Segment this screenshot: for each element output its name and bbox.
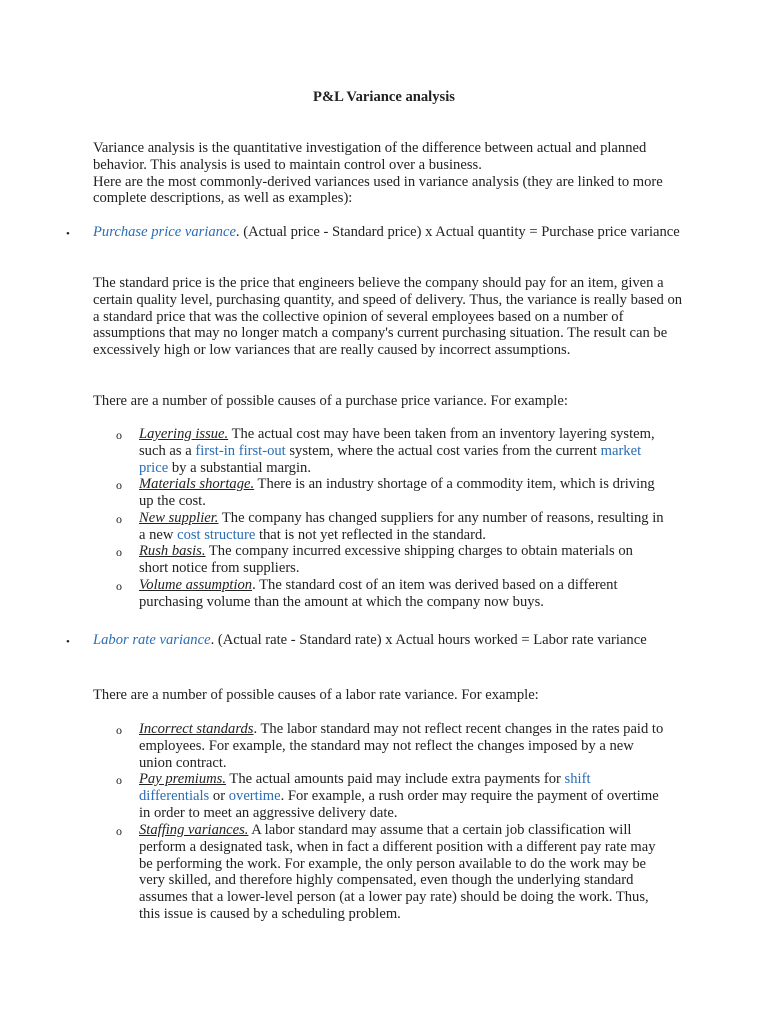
labor-variance-heading bbox=[93, 632, 683, 649]
cause-text: that is not yet reflected in the standard. bbox=[255, 526, 486, 543]
page-title: P&L Variance analysis bbox=[313, 89, 455, 105]
cause-staffing-variances bbox=[139, 822, 664, 923]
overtime-link[interactable]: overtime bbox=[228, 787, 281, 804]
purchase-causes-intro: There are a number of possible causes of a purchase price variance. For example: bbox=[93, 393, 568, 409]
cause-text: system, where the actual cost varies from the current bbox=[285, 442, 601, 459]
purchase-formula: . (Actual price - Standard price) x Actual quantity = Purchase price variance bbox=[235, 224, 680, 240]
cause-term: New supplier. bbox=[139, 510, 219, 526]
labor-rate-variance-link[interactable]: Labor rate variance bbox=[93, 632, 211, 648]
cause-materials-shortage bbox=[139, 476, 664, 510]
sub-bullet-icon: o bbox=[116, 545, 122, 559]
purchase-variance-heading bbox=[93, 224, 683, 241]
market-price-link[interactable]: market price bbox=[139, 442, 642, 476]
cause-text: . The labor standard may not reflect recent changes in the rates paid to employees. For example, the standard may not reflect the changes imposed by a new union contract. bbox=[139, 721, 664, 771]
labor-formula: . (Actual rate - Standard rate) x Actual hours worked = Labor rate variance bbox=[210, 632, 647, 648]
sub-bullet-icon: o bbox=[116, 824, 122, 838]
standard-price-paragraph: The standard price is the price that engineers believe the company should pay for an item, given a certain quality level, purchasing quantity, and speed of delivery. Thus, the variance is really based on a standard price that was the collective opinion of several employees based on a number of assumptions that may no longer match a company's current purchasing situation. The result can be excessively high or low variances that are really caused by incorrect assumptions. bbox=[93, 275, 683, 359]
first-in-first-out-link[interactable]: first-in first-out bbox=[195, 442, 286, 459]
cause-term: Pay premiums. bbox=[139, 771, 227, 787]
cause-text: by a substantial margin. bbox=[168, 459, 311, 476]
cause-term: Rush basis. bbox=[139, 543, 206, 559]
cause-text: The company incurred excessive shipping charges to obtain materials on short notice from suppliers. bbox=[139, 543, 633, 576]
cause-text: . For example, a rush order may require the payment of overtime in order to meet an aggressive delivery date. bbox=[139, 787, 659, 821]
cause-term: Incorrect standards bbox=[139, 721, 254, 737]
bullet-icon: • bbox=[66, 228, 70, 240]
sub-bullet-icon: o bbox=[116, 478, 122, 492]
cause-term: Volume assumption bbox=[139, 577, 253, 593]
cause-text: or bbox=[209, 787, 229, 804]
cause-term: Staffing variances. bbox=[139, 822, 249, 838]
cause-text: There is an industry shortage of a commodity item, which is driving up the cost. bbox=[139, 476, 655, 509]
cause-volume-assumption bbox=[139, 577, 664, 611]
cause-term: Layering issue. bbox=[139, 426, 229, 442]
labor-causes-intro: There are a number of possible causes of a labor rate variance. For example: bbox=[93, 687, 539, 703]
sub-bullet-icon: o bbox=[116, 428, 122, 442]
sub-bullet-icon: o bbox=[116, 723, 122, 737]
intro-section bbox=[93, 140, 683, 207]
intro-paragraph-1: Variance analysis is the quantitative investigation of the difference between actual and planned behavior. This analysis is used to maintain control over a business. bbox=[93, 140, 647, 173]
cause-text: The actual cost may have been taken from an inventory layering system, such as a bbox=[139, 426, 655, 459]
sub-bullet-icon: o bbox=[116, 579, 122, 593]
shift-differentials-link[interactable]: shift differentials bbox=[139, 771, 591, 804]
cause-term: Materials shortage. bbox=[139, 476, 255, 492]
cause-new-supplier bbox=[139, 510, 664, 544]
cause-rush-basis bbox=[139, 543, 664, 577]
cause-text: . The standard cost of an item was derived based on a different purchasing volume than the amount at which the company now buys. bbox=[139, 577, 618, 610]
intro-paragraph-2: Here are the most commonly-derived variances used in variance analysis (they are linked to more complete descriptions, as well as examples): bbox=[93, 173, 663, 207]
cause-text: A labor standard may assume that a certain job classification will perform a designated task, when in fact a different position with a different pay rate may be performing the work. For example, the only person available to do the work may be very skilled, and therefore highly compensated, even though the underlying standard assumes that a lower-level person (at a lower pay rate) should be doing the work. Thus, this issue is caused by a scheduling problem. bbox=[139, 822, 656, 922]
cause-layering-issue bbox=[139, 426, 664, 476]
sub-bullet-icon: o bbox=[116, 773, 122, 787]
cost-structure-link[interactable]: cost structure bbox=[177, 526, 256, 543]
cause-incorrect-standards bbox=[139, 721, 664, 771]
cause-text: The company has changed suppliers for any number of reasons, resulting in a new bbox=[139, 510, 664, 543]
cause-pay-premiums bbox=[139, 771, 664, 821]
sub-bullet-icon: o bbox=[116, 512, 122, 526]
purchase-price-variance-link[interactable]: Purchase price variance bbox=[93, 224, 236, 240]
cause-text: The actual amounts paid may include extra payments for bbox=[226, 771, 565, 787]
bullet-icon: • bbox=[66, 636, 70, 648]
